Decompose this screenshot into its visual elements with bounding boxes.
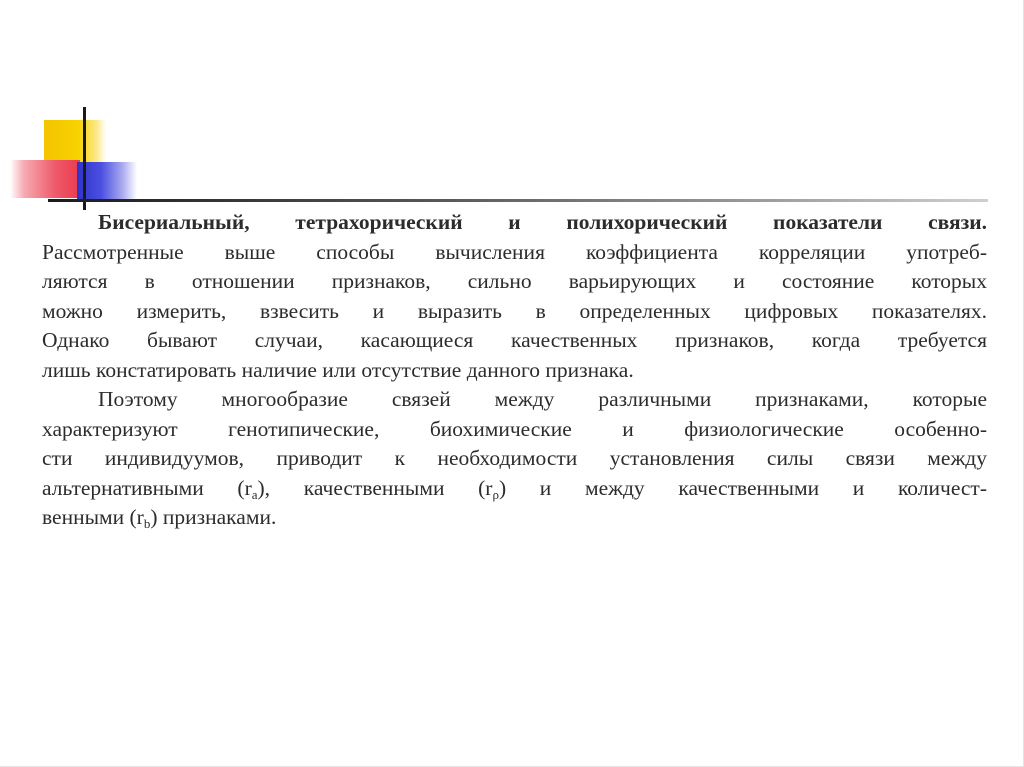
text-fragment: венными (r (42, 505, 144, 529)
decorative-vertical-line (83, 107, 86, 210)
decorative-blue-square (77, 162, 137, 200)
title-divider-line (48, 199, 988, 202)
text-line (42, 503, 987, 533)
text-fragment: ) признаками. (150, 505, 277, 529)
text-fragment: альтернативными (r (42, 475, 252, 500)
text-fragment: ) и между качественными и количест- (498, 475, 987, 500)
subscript-b: b (143, 516, 151, 531)
text-fragment: ), качественными (r (257, 475, 493, 500)
text-line: Однако бывают случаи, касающиеся качественных признаков, когда требуется (42, 328, 987, 352)
decorative-red-bar (10, 160, 80, 198)
text-line (42, 474, 987, 504)
text-line: ляются в отношении признаков, сильно варьирующих и состояние которых (42, 269, 987, 293)
body-text (42, 208, 987, 533)
subscript-rho: ρ (492, 486, 499, 502)
paragraph-2 (42, 385, 987, 533)
text-line: можно измерить, взвесить и выразить в определенных цифровых показателях. (42, 298, 987, 323)
section-heading: Бисериальный, тетрахорический и полихорический показатели связи. (98, 210, 987, 234)
text-line: сти индивидуумов, приводит к необходимости установления силы связи между (42, 446, 987, 470)
paragraph-1 (42, 208, 987, 385)
text-line: Поэтому многообразие связей между различными признаками, которые (98, 387, 987, 411)
text-line: характеризуют генотипические, биохимические и физиологические особенно- (42, 416, 987, 441)
text-line: лишь констатировать наличие или отсутствие данного признака. (42, 357, 634, 382)
subscript-a: a (251, 486, 258, 502)
text-line: Рассмотренные выше способы вычисления коэффициента корреляции употреб- (42, 239, 987, 264)
